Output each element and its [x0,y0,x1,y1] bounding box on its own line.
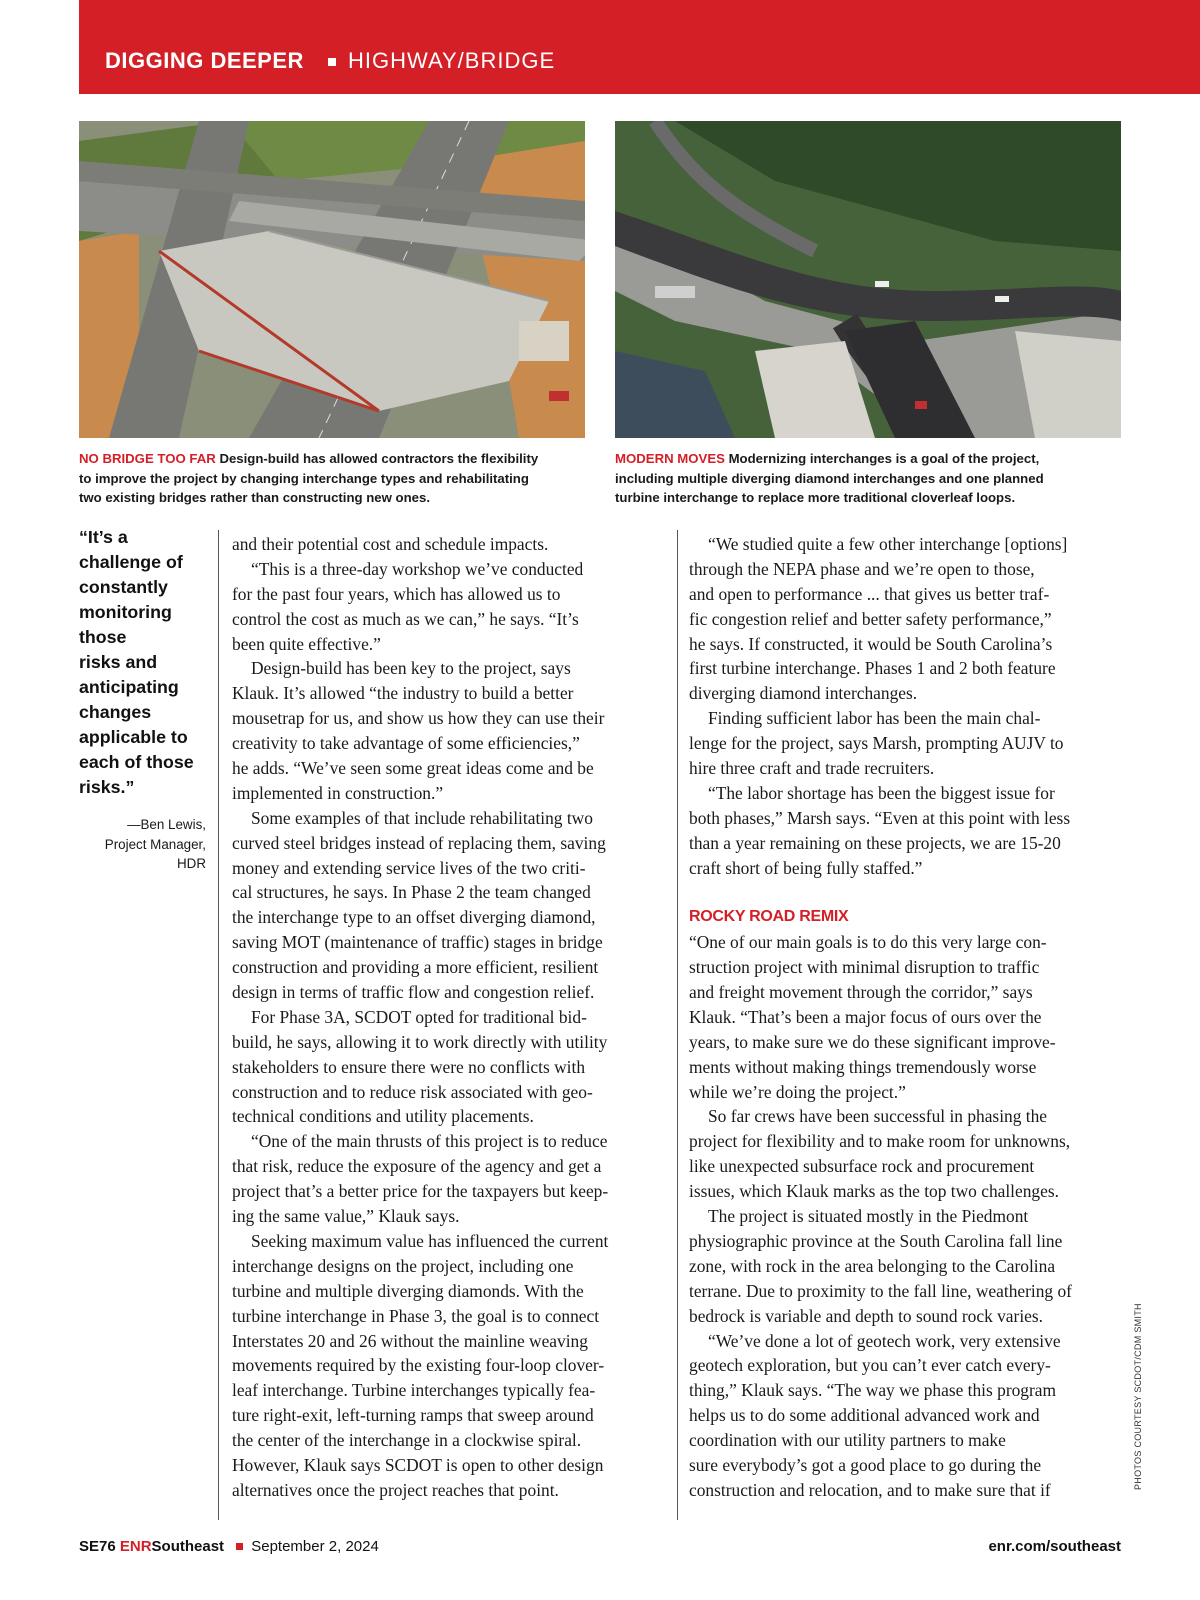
body-text-line: The project is situated mostly in the Piedmont [708,1206,1029,1227]
body-text-line: sure everybody’s got a good place to go during the [689,1454,1042,1475]
section-subhead: ROCKY ROAD REMIX [689,908,849,926]
publication-url[interactable]: enr.com/southeast [988,1538,1121,1555]
separator-square-icon [236,1543,243,1550]
body-text-line: alternatives once the project reaches that point. [232,1479,559,1500]
body-text-line: mousetrap for us, and show us how they can use their [232,708,605,729]
caption-kicker: MODERN MOVES [615,451,725,466]
body-text-line: diverging diamond interchanges. [689,683,918,704]
body-text-line: he adds. “We’ve seen some great ideas come and be [232,758,594,779]
caption-kicker: NO BRIDGE TOO FAR [79,451,216,466]
body-text-line: fic congestion relief and better safety performance,” [689,608,1052,629]
body-text-line: ing the same value,” Klauk says. [232,1206,460,1227]
body-text-line: issues, which Klauk marks as the top two challenges. [689,1181,1059,1202]
body-text-line: technical conditions and utility placements. [232,1106,534,1127]
body-text-line: creativity to take advantage of some efficiencies,” [232,733,580,754]
body-text-line: construction and to reduce risk associated with geo- [232,1081,593,1102]
separator-square-icon [328,58,336,66]
pull-quote-line: constantly [79,577,168,597]
body-text-line: stakeholders to ensure there were no conflicts with [232,1056,586,1077]
publication-brand-region: Southeast [151,1538,225,1555]
body-text-line: However, Klauk says SCDOT is open to other design [232,1454,604,1475]
body-text-line: zone, with rock in the area belonging to the Carolina [689,1255,1056,1276]
pull-quote-line: anticipating [79,677,179,697]
body-text-line: Klauk. “That’s been a major focus of ours over the [689,1006,1042,1027]
publication-brand-enr: ENR [119,1538,152,1555]
body-text-line: So far crews have been successful in phasing the [708,1106,1048,1127]
body-text-line: control the cost as much as we can,” he says. “It’s [232,608,579,629]
body-text-line: while we’re doing the project.” [689,1081,906,1102]
body-column-1 [232,532,664,1503]
attribution-line: HDR [176,856,206,871]
body-text-line: thing,” Klauk says. “The way we phase this program [689,1380,1057,1401]
body-text-line: and open to performance ... that gives us better traf- [689,583,1050,604]
body-text-line: first turbine interchange. Phases 1 and 2 both feature [689,658,1056,679]
caption-line: turbine interchange to replace more traditional cloverleaf loops. [615,490,1016,505]
body-text-line: struction project with minimal disruption to traffic [689,957,1040,978]
caption-line: Modernizing interchanges is a goal of the project, [724,451,1040,466]
body-text-line: “We studied quite a few other interchange [options] [708,534,1068,554]
body-text-line: “One of our main goals is to do this very large con- [689,932,1047,953]
attribution-line: Project Manager, [104,836,206,852]
body-text-line: that risk, reduce the exposure of the agency and get a [232,1156,602,1177]
issue-date: September 2, 2024 [251,1538,379,1555]
footer-folio [79,1538,379,1555]
subsection-label: HIGHWAY/BRIDGE [348,48,556,73]
body-text-line: curved steel bridges instead of replacing them, saving [232,832,606,853]
body-text-line: bedrock is variable and depth to sound rock varies. [689,1305,1043,1326]
photo-credit: PHOTOS COURTESY SCDOT/CDM SMITH [1133,1303,1143,1490]
pull-quote-line: each of those [79,752,194,772]
bridge-aerial-illustration [79,121,585,438]
body-text-line: hire three craft and trade recruiters. [689,758,935,779]
body-text-line: implemented in construction.” [232,782,444,803]
column-divider [677,530,678,1520]
pull-quote-line: applicable to [79,727,188,747]
photo-interchange-aerial [615,121,1121,438]
body-text-line: construction and relocation, and to make sure that if [689,1479,1051,1500]
body-text-line: Finding sufficient labor has been the main chal- [708,708,1041,729]
caption-line: to improve the project by changing interchange types and rehabilitating [79,470,529,486]
pull-quote-attribution [79,815,206,874]
pull-quote [79,525,209,800]
body-text-line: movements required by the existing four-loop clover- [232,1355,605,1376]
attribution-line: —Ben Lewis, [127,817,206,832]
body-text-line: coordination with our utility partners to make [689,1430,1006,1451]
page-number: SE76 [79,1538,116,1555]
photo-bridge-aerial [79,121,585,438]
body-text-line: For Phase 3A, SCDOT opted for traditional bid- [251,1006,587,1027]
caption-line: Design-build has allowed contractors the flexibility [215,451,539,466]
body-column-2 [689,532,1121,1503]
body-text-line: saving MOT (maintenance of traffic) stages in bridge [232,932,603,953]
body-text-line: both phases,” Marsh says. “Even at this point with less [689,807,1071,828]
body-text-line: project that’s a better price for the taxpayers but keep- [232,1181,609,1202]
body-text-line: and their potential cost and schedule impacts. [232,534,549,554]
body-text-line: turbine interchange in Phase 3, the goal is to connect [232,1305,600,1326]
body-text-line: geotech exploration, but you can’t ever catch every- [689,1355,1051,1376]
body-text-line: build, he says, allowing it to work directly with utility [232,1031,608,1052]
body-text-line: through the NEPA phase and we’re open to those, [689,558,1035,579]
body-text-line: “One of the main thrusts of this project is to reduce [251,1131,608,1152]
body-text-line: than a year remaining on these projects, we are 15-20 [689,832,1061,853]
section-label: DIGGING DEEPER [105,48,304,73]
body-text-line: “We’ve done a lot of geotech work, very extensive [708,1330,1061,1351]
body-text-line: leaf interchange. Turbine interchanges typically fea- [232,1380,596,1401]
body-text-line: “This is a three-day workshop we’ve conducted [251,558,584,579]
pull-quote-line: risks and [79,652,158,672]
body-text-line: construction and providing a more efficient, resilient [232,957,599,978]
paragraph-spacer [689,880,1121,905]
caption-line: two existing bridges rather than constructing new ones. [79,490,430,505]
interchange-aerial-illustration [615,121,1121,438]
body-text-line: helps us to do some additional advanced work and [689,1405,1040,1426]
pull-quote-line: risks.” [79,777,135,797]
body-text-line: he says. If constructed, it would be South Carolina’s [689,633,1053,654]
body-text-line: turbine and multiple diverging diamonds. With the [232,1280,584,1301]
body-text-line: money and extending service lives of the two criti- [232,857,586,878]
body-text-line: the interchange type to an offset diverging diamond, [232,907,596,928]
body-text-line: for the past four years, which has allowed us to [232,583,561,604]
body-text-line: Some examples of that include rehabilitating two [251,807,593,828]
body-text-line: years, to make sure we do these significant improve- [689,1031,1056,1052]
body-text-line: the center of the interchange in a clockwise spiral. [232,1430,582,1451]
pull-quote-line: changes [79,702,152,722]
body-text-line: design in terms of traffic flow and congestion relief. [232,982,595,1003]
body-text-line: lenge for the project, says Marsh, prompting AUJV to [689,733,1064,754]
pull-quote-line: those [79,627,127,647]
body-text-line: project for flexibility and to make room for unknowns, [689,1131,1071,1152]
pull-quote-line: “It’s a [79,527,128,547]
body-text-line: physiographic province at the South Carolina fall line [689,1230,1063,1251]
body-text-line: “The labor shortage has been the biggest issue for [708,782,1055,803]
body-text-line: interchange designs on the project, including one [232,1255,574,1276]
body-text-line: cal structures, he says. In Phase 2 the team changed [232,882,591,903]
pull-quote-line: challenge of [79,552,183,572]
photo-caption-2 [615,449,1121,508]
caption-line: including multiple diverging diamond interchanges and one planned [615,470,1044,486]
section-banner [79,0,1200,94]
column-divider [218,530,219,1520]
body-text-line: terrane. Due to proximity to the fall line, weathering of [689,1280,1072,1301]
body-text-line: Design-build has been key to the project, says [251,658,571,679]
body-text-line: and freight movement through the corridor,” says [689,982,1033,1003]
body-text-line: ments without making things tremendously worse [689,1056,1037,1077]
body-text-line: like unexpected subsurface rock and procurement [689,1156,1035,1177]
photo-caption-1 [79,449,585,508]
body-text-line: Interstates 20 and 26 without the mainline weaving [232,1330,588,1351]
pull-quote-line: monitoring [79,602,172,622]
body-text-line: Klauk. It’s allowed “the industry to build a better [232,683,574,704]
body-text-line: Seeking maximum value has influenced the current [251,1230,609,1251]
body-text-line: been quite effective.” [232,633,381,654]
body-text-line: craft short of being fully staffed.” [689,857,923,878]
body-text-line: ture right-exit, left-turning ramps that sweep around [232,1405,594,1426]
